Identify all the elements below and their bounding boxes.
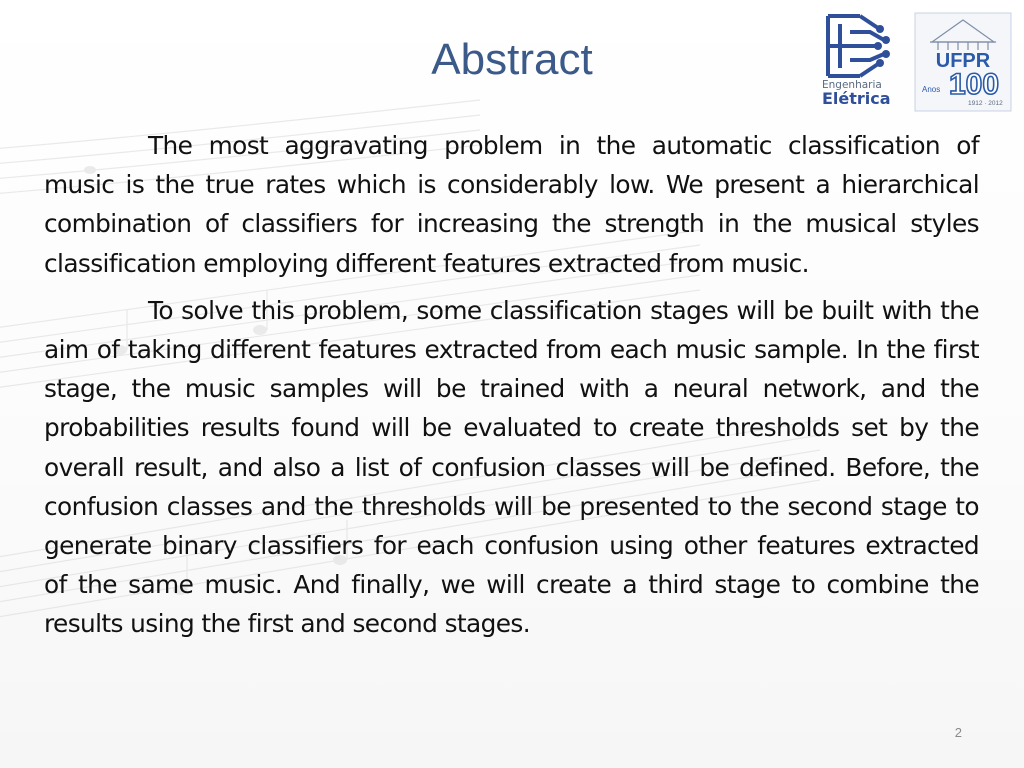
abstract-body	[44, 126, 979, 644]
ufpr-100: 100	[948, 68, 1000, 101]
abstract-paragraph-1: The most aggravating problem in the automatic classification of music is the true rates which is considerably low. We present a hierarchical combination of classifiers for increasing the strength in the musical styles classification employing different features extracted from music.	[44, 131, 979, 278]
slide-title: Abstract	[431, 35, 593, 84]
eletrica-label: Elétrica	[822, 89, 891, 108]
ufpr-year-range: 1912 · 2012	[968, 100, 1003, 107]
ufpr-name: UFPR	[935, 50, 991, 72]
page-number: 2	[954, 725, 962, 740]
abstract-paragraph-2: To solve this problem, some classification stages will be built with the aim of taking different features extracted from each music sample. In the first stage, the music samples will be trained with a neural network, and the probabilities results found will be evaluated to create thresholds set by the overall result, and also a list of confusion classes will be defined. Before, the confusion classes and the thresholds will be presented to the second stage to generate binary classifiers for each confusion using other features extracted of the same music. And finally, we will create a third stage to combine the results using the first and second stages.	[44, 295, 979, 639]
ufpr-anos: Anos	[922, 85, 941, 94]
engenharia-label: Engenharia	[822, 79, 882, 91]
